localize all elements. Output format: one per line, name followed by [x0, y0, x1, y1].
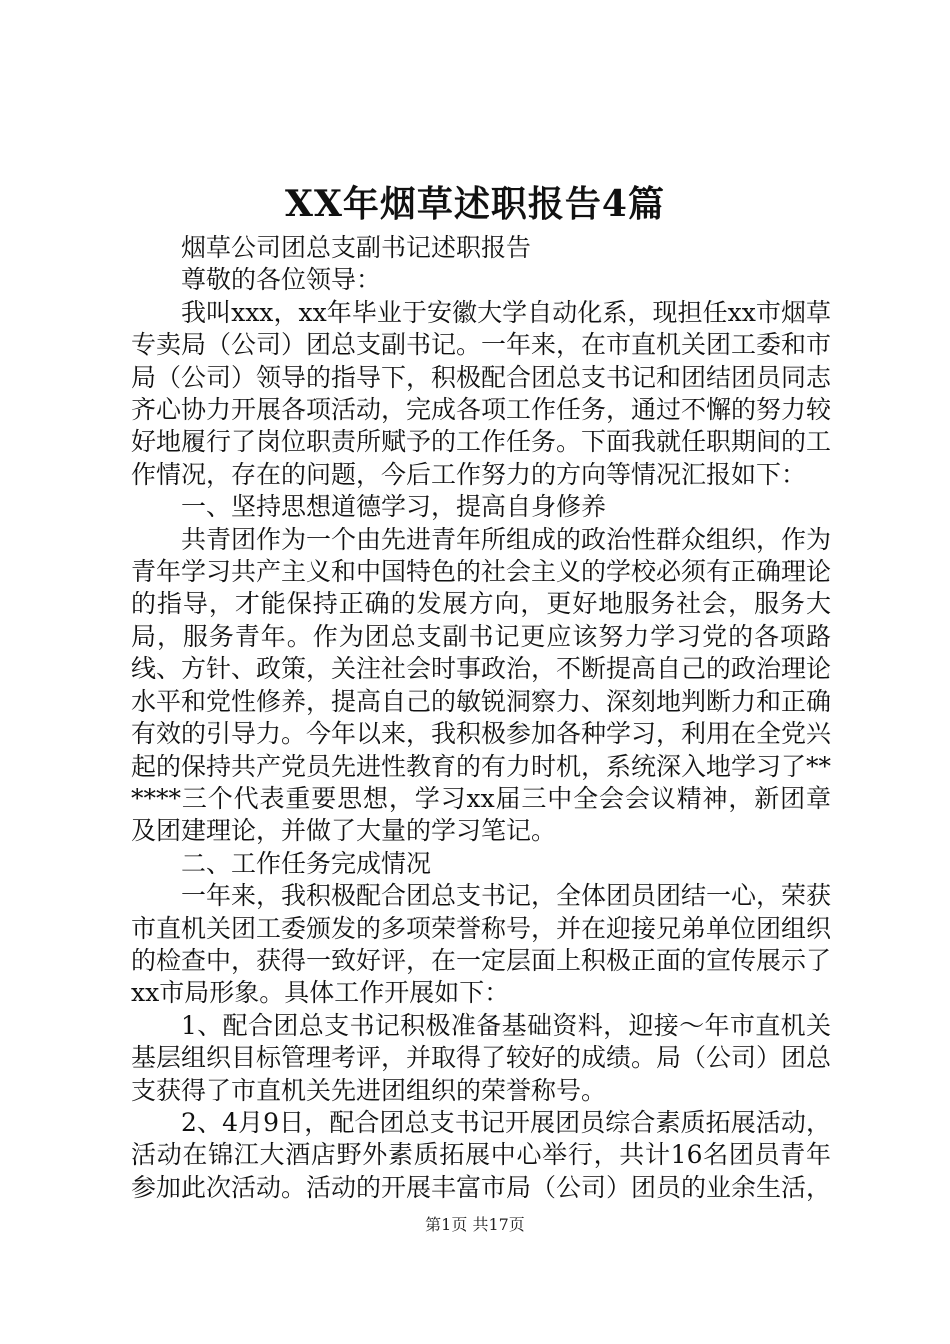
page-number-footer: 第1页 共17页 [425, 1215, 525, 1234]
paragraph-salutation: 尊敬的各位领导： [181, 265, 382, 295]
paragraph-subtitle: 烟草公司团总支副书记述职报告 [181, 233, 532, 262]
section-heading-2: 二、工作任务完成情况 [181, 848, 432, 878]
paragraph-section-2: 一年来，我积极配合团总支书记，全体团员团结一心，荣获市直机关团工委颁发的多项荣誉称号，并在迎接兄弟单位团组织的检查中，获得一致好评，在一定层面上积极正面的宣传展示了xx市局形象。具体工作开展如下： [131, 881, 832, 1008]
paragraph-introduction: 我叫xxx，xx年毕业于安徽大学自动化系，现担任xx市烟草专卖局（公司）团总支副书记。一年来，在市直机关团工委和市局（公司）领导的指导下，积极配合团总支书记和团结团员同志齐心协力开展各项活动，完成各项工作任务，通过不懈的努力较好地履行了岗位职责所赋予的工作任务。下面我就任职期间的工作情况，存在的问题，今后工作努力的方向等情况汇报如下： [131, 297, 832, 489]
section-heading-1: 一、坚持思想道德学习，提高自身修养 [181, 492, 607, 522]
document-body [131, 232, 831, 1204]
paragraph-section-1: 共青团作为一个由先进青年所组成的政治性群众组织，作为青年学习共产主义和中国特色的社会主义的学校必须有正确理论的指导，才能保持正确的发展方向，更好地服务社会，服务大局，服务青年。作为团总支副书记更应该努力学习党的各项路线、方针、政策，关注社会时事政治，不断提高自己的政治理论水平和党性修养，提高自己的敏锐洞察力、深刻地判断力和正确有效的引导力。今年以来，我积极参加各种学习，利用在全党兴起的保持共产党员先进性教育的有力时机，系统深入地学习了******三个代表重要思想，学习xx届三中全会会议精神，新团章及团建理论，并做了大量的学习笔记。 [131, 524, 832, 846]
document-title: XX年烟草述职报告4篇 [285, 183, 665, 225]
list-item-2: 2、4月9日，配合团总支书记开展团员综合素质拓展活动，活动在锦江大酒店野外素质拓展中心举行，共计16名团员青年参加此次活动。活动的开展丰富市局（公司）团员的业余生活， [131, 1107, 832, 1202]
list-item-1: 1、配合团总支书记积极准备基础资料，迎接～年市直机关基层组织目标管理考评，并取得了较好的成绩。局（公司）团总支获得了市直机关先进团组织的荣誉称号。 [131, 1010, 832, 1105]
